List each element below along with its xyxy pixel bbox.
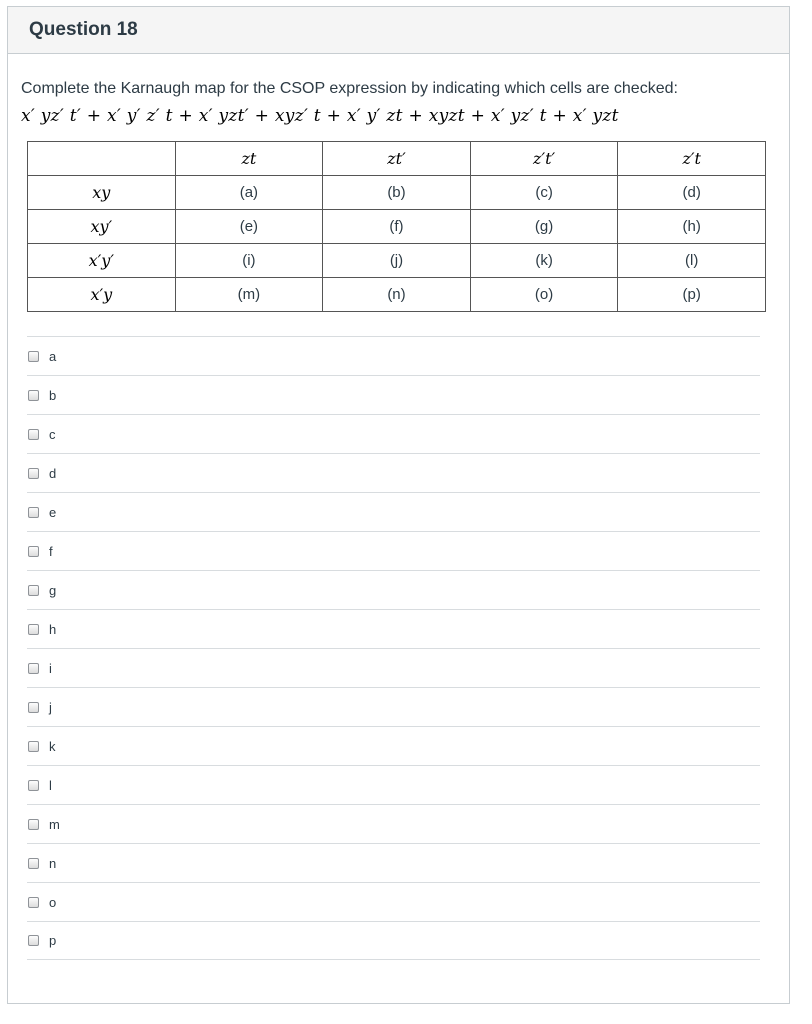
answer-checkbox[interactable] bbox=[28, 546, 39, 557]
answer-option[interactable] bbox=[27, 375, 760, 414]
karnaugh-map-table bbox=[27, 141, 766, 312]
answer-checkbox[interactable] bbox=[28, 468, 39, 479]
answer-label: b bbox=[49, 387, 57, 403]
answer-checkbox[interactable] bbox=[28, 819, 39, 830]
answer-checkbox[interactable] bbox=[28, 507, 39, 518]
answer-checkbox[interactable] bbox=[28, 780, 39, 791]
question-prompt: Complete the Karnaugh map for the CSOP expression by indicating which cells are checked: bbox=[21, 80, 678, 97]
answer-list bbox=[27, 336, 760, 960]
kmap-row bbox=[28, 210, 766, 244]
answer-checkbox[interactable] bbox=[28, 663, 39, 674]
kmap-cell: (a) bbox=[175, 176, 323, 210]
kmap-cell: (f) bbox=[323, 210, 471, 244]
answer-option[interactable] bbox=[27, 336, 760, 375]
kmap-cell: (h) bbox=[618, 210, 766, 244]
answer-option[interactable] bbox=[27, 843, 760, 882]
answer-option[interactable] bbox=[27, 804, 760, 843]
answer-option[interactable] bbox=[27, 492, 760, 531]
answer-checkbox[interactable] bbox=[28, 935, 39, 946]
kmap-corner-cell bbox=[28, 142, 176, 176]
kmap-col-header: zt bbox=[175, 142, 323, 176]
answer-option[interactable] bbox=[27, 726, 760, 765]
answer-option[interactable] bbox=[27, 570, 760, 609]
kmap-col-header: z′t′ bbox=[470, 142, 618, 176]
answer-option[interactable] bbox=[27, 648, 760, 687]
kmap-cell: (n) bbox=[323, 278, 471, 312]
answer-checkbox[interactable] bbox=[28, 897, 39, 908]
kmap-cell: (d) bbox=[618, 176, 766, 210]
answer-checkbox[interactable] bbox=[28, 624, 39, 635]
answer-label: l bbox=[49, 777, 52, 793]
answer-option[interactable] bbox=[27, 453, 760, 492]
answer-label: i bbox=[49, 660, 52, 676]
csop-expression: x′ yz′ t′ + x′ y′ z′ t + x′ yzt′ + xyz′ t + x′ y′ zt + xyzt + x′ yz′ t + x′ yzt bbox=[21, 106, 619, 126]
answer-option[interactable] bbox=[27, 765, 760, 804]
kmap-row bbox=[28, 244, 766, 278]
answer-checkbox[interactable] bbox=[28, 585, 39, 596]
answer-label: p bbox=[49, 933, 57, 948]
kmap-col-header: zt′ bbox=[323, 142, 471, 176]
answer-option[interactable] bbox=[27, 609, 760, 648]
answer-label: m bbox=[49, 816, 60, 832]
kmap-cell: (o) bbox=[470, 278, 618, 312]
kmap-col-header: z′t bbox=[618, 142, 766, 176]
question-title: Question 18 bbox=[29, 19, 138, 40]
answer-checkbox[interactable] bbox=[28, 390, 39, 401]
answer-label: j bbox=[49, 699, 52, 715]
answer-checkbox[interactable] bbox=[28, 429, 39, 440]
question-header bbox=[8, 7, 789, 54]
kmap-cell: (l) bbox=[618, 244, 766, 278]
kmap-row-header: x′y′ bbox=[28, 244, 176, 278]
answer-option[interactable] bbox=[27, 882, 760, 921]
answer-option[interactable] bbox=[27, 414, 760, 453]
answer-checkbox[interactable] bbox=[28, 741, 39, 752]
answer-label: n bbox=[49, 855, 57, 871]
kmap-row bbox=[28, 176, 766, 210]
answer-checkbox[interactable] bbox=[28, 702, 39, 713]
answer-label: e bbox=[49, 504, 57, 520]
kmap-cell: (b) bbox=[323, 176, 471, 210]
answer-label: d bbox=[49, 465, 57, 481]
answer-option[interactable] bbox=[27, 687, 760, 726]
kmap-row-header: xy′ bbox=[28, 210, 176, 244]
kmap-cell: (p) bbox=[618, 278, 766, 312]
kmap-cell: (k) bbox=[470, 244, 618, 278]
kmap-cell: (i) bbox=[175, 244, 323, 278]
kmap-cell: (g) bbox=[470, 210, 618, 244]
answer-label: a bbox=[49, 348, 57, 364]
answer-option[interactable] bbox=[27, 531, 760, 570]
answer-label: g bbox=[49, 582, 57, 598]
kmap-row-header: xy bbox=[28, 176, 176, 210]
kmap-header-row bbox=[28, 142, 766, 176]
answer-checkbox[interactable] bbox=[28, 858, 39, 869]
kmap-row bbox=[28, 278, 766, 312]
answer-label: f bbox=[49, 543, 53, 559]
kmap-cell: (e) bbox=[175, 210, 323, 244]
kmap-cell: (c) bbox=[470, 176, 618, 210]
kmap-row-header: x′y bbox=[28, 278, 176, 312]
answer-label: c bbox=[49, 426, 56, 442]
answer-label: o bbox=[49, 894, 57, 910]
answer-checkbox[interactable] bbox=[28, 351, 39, 362]
answer-label: h bbox=[49, 621, 57, 637]
answer-label: k bbox=[49, 738, 56, 754]
kmap-cell: (j) bbox=[323, 244, 471, 278]
kmap-cell: (m) bbox=[175, 278, 323, 312]
answer-option[interactable] bbox=[27, 921, 760, 960]
